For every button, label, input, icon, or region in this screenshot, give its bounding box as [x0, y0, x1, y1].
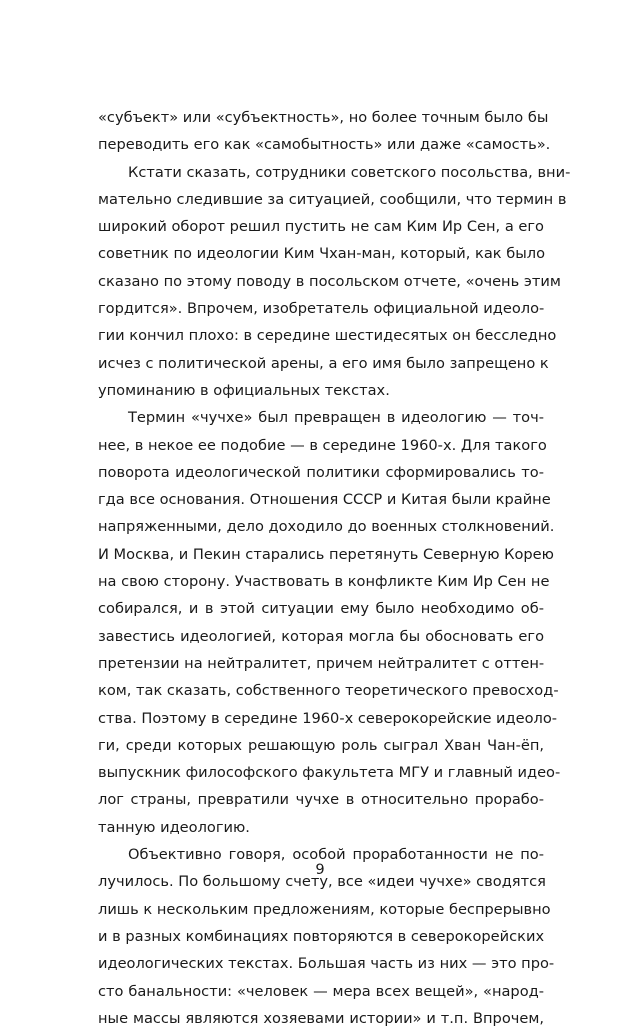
text-line: завестись идеологией, которая могла бы обосновать его: [98, 627, 544, 645]
text-line: идеологических текстах. Большая часть из них — это про-: [98, 955, 555, 973]
text-line: Кстати сказать, сотрудники советского посольства, вни-: [128, 163, 571, 181]
text-line: ства. Поэтому в середине 1960-х северокорейские идеоло-: [98, 709, 558, 727]
text-line: гда все основания. Отношения СССР и Китая были крайне: [98, 491, 551, 509]
text-line: гордится». Впрочем, изобретатель официальной идеоло-: [98, 300, 545, 318]
text-line: Термин «чучхе» был превращен в идеологию — точ-: [128, 409, 544, 427]
text-line: советник по идеологии Ким Чхан-ман, который, как было: [98, 245, 546, 263]
text-line: переводить его как «самобытность» или даже «самость».: [98, 136, 551, 154]
text-line: гии кончил плохо: в середине шестидесятых он бесследно: [98, 327, 557, 345]
text-line: выпускник философского факультета МГУ и главный идео-: [98, 764, 561, 782]
text-line: «субъект» или «субъектность», но более точным было бы: [98, 109, 549, 126]
paragraph-1: [98, 104, 551, 159]
text-line: лучилось. По большому счету, все «идеи чучхе» сводятся: [98, 873, 546, 891]
text-line: исчез с политической арены, а его имя было запрещено к: [98, 354, 549, 372]
text-line: претензии на нейтралитет, причем нейтралитет с оттен-: [98, 654, 545, 672]
text-line: нее, в некое ее подобие — в середине 1960-х. Для такого: [98, 436, 547, 454]
paragraph-3: [98, 404, 561, 841]
text-line: ком, так сказать, собственного теоретического превосход-: [98, 682, 559, 700]
text-line: сто банальности: «человек — мера всех вещей», «народ-: [98, 982, 544, 1000]
text-line: напряженными, дело доходило до военных столкновений.: [98, 518, 555, 536]
text-line: ные массы являются хозяевами истории» и т.п. Впрочем,: [98, 1009, 544, 1027]
body-text: [98, 104, 571, 1032]
text-line: лишь к нескольким предложениям, которые беспрерывно: [98, 900, 551, 918]
text-line: Объективно говоря, особой проработанности не по-: [128, 846, 544, 864]
text-line: мательно следившие за ситуацией, сообщили, что термин в: [98, 190, 567, 208]
text-line: упоминанию в официальных текстах.: [98, 381, 390, 399]
paragraph-2: [98, 159, 571, 405]
text-line: лог страны, превратили чучхе в относительно прорабо-: [98, 791, 544, 809]
text-line: собирался, и в этой ситуации ему было необходимо об-: [98, 600, 544, 618]
text-line: на свою сторону. Участвовать в конфликте Ким Ир Сен не: [98, 573, 550, 591]
text-line: танную идеологию.: [98, 818, 250, 836]
text-line: широкий оборот решил пустить не сам Ким Ир Сен, а его: [98, 218, 544, 236]
text-line: поворота идеологической политики сформировались то-: [98, 463, 544, 481]
text-line: сказано по этому поводу в посольском отчете, «очень этим: [98, 272, 561, 290]
text-line: ги, среди которых решающую роль сыграл Хван Чан-ёп,: [98, 736, 544, 754]
text-line: И Москва, и Пекин старались перетянуть Северную Корею: [98, 545, 554, 563]
text-line: и в разных комбинациях повторяются в северокорейских: [98, 927, 545, 945]
page-number: 9: [315, 861, 325, 878]
